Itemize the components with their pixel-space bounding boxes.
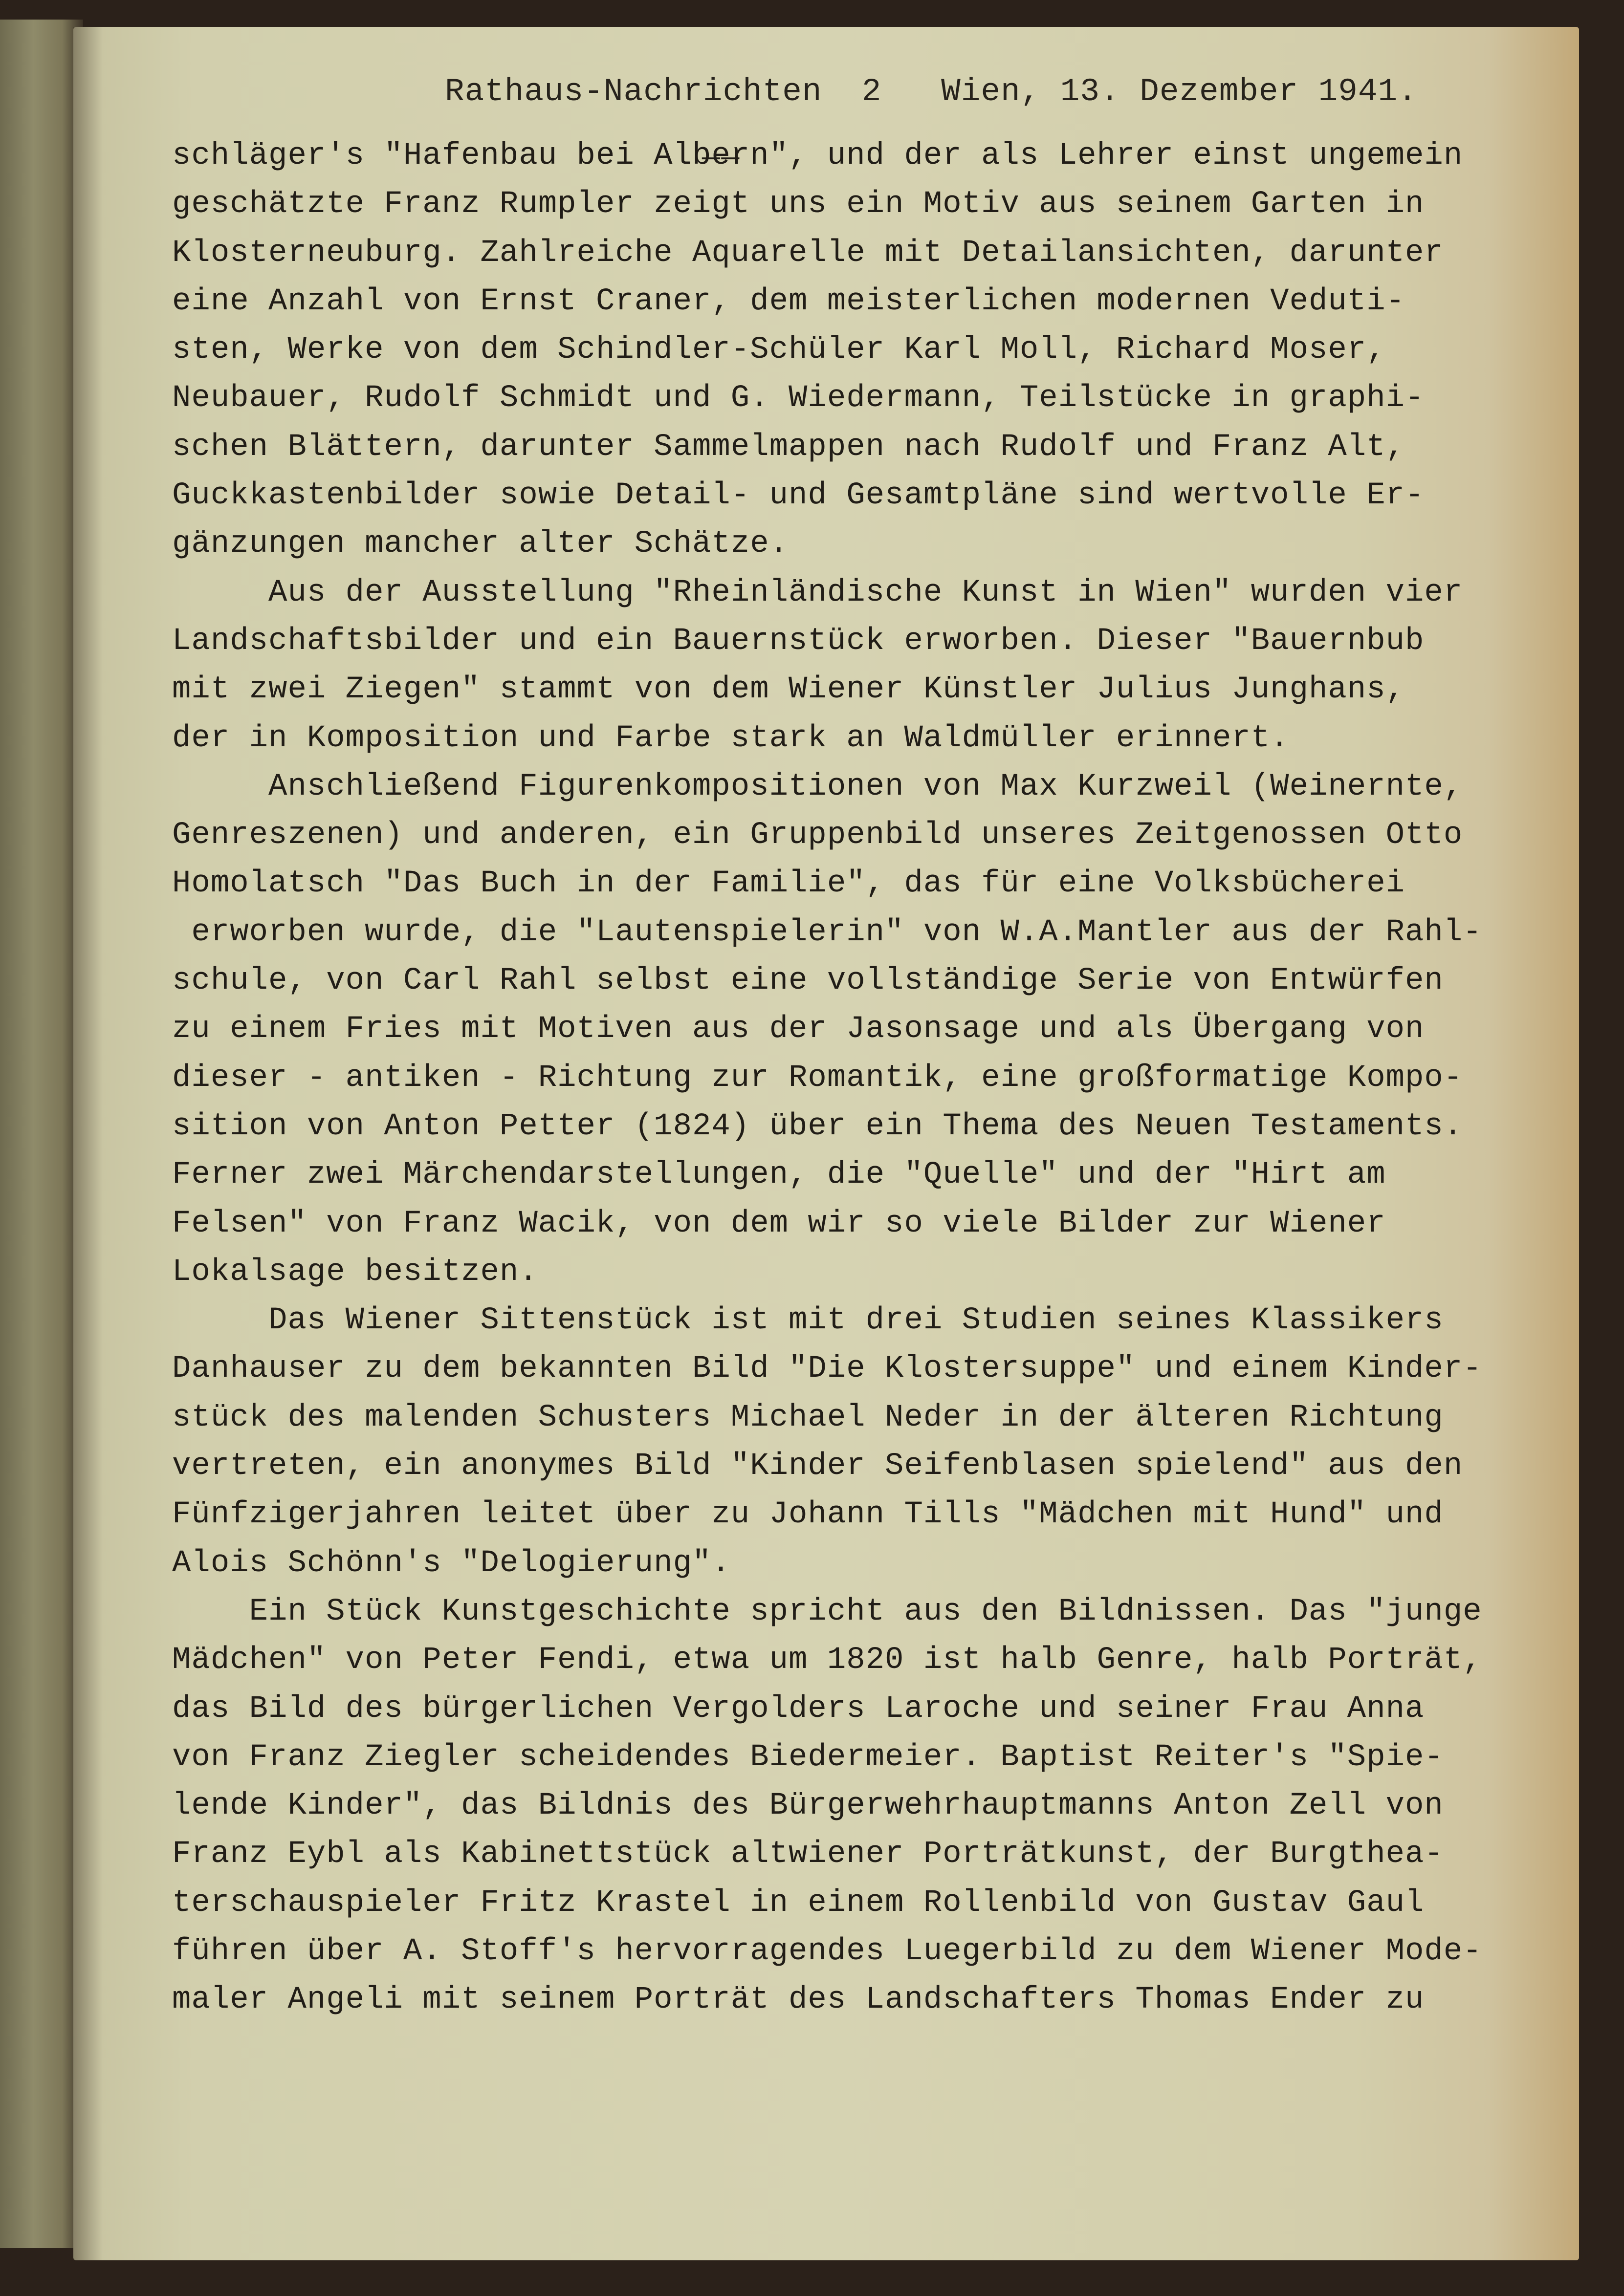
text-line: Fünfzigerjahren leitet über zu Johann Tills "Mädchen mit Hund" und: [172, 1497, 1444, 1533]
text-line: Neubauer, Rudolf Schmidt und G. Wiedermann, Teilstücke in graphi-: [172, 381, 1425, 416]
text-line: von Franz Ziegler scheidendes Biedermeier. Baptist Reiter's "Spie-: [172, 1739, 1444, 1775]
text-line: schläger's "Hafenbau bei Alb̶e̶rn", und der als Lehrer einst ungemein: [172, 138, 1463, 173]
text-line: Ferner zwei Märchendarstellungen, die "Quelle" und der "Hirt am: [172, 1157, 1386, 1193]
page-gutter-shadow: [73, 27, 103, 2260]
text-line: Aus der Ausstellung "Rheinländische Kunst in Wien" wurden vier: [172, 575, 1463, 610]
text-line: schen Blättern, darunter Sammelmappen nach Rudolf und Franz Alt,: [172, 429, 1405, 465]
text-line: Alois Schönn's "Delogierung".: [172, 1545, 731, 1581]
text-line: eine Anzahl von Ernst Craner, dem meisterlichen modernen Veduti-: [172, 283, 1405, 319]
text-line: Anschließend Figurenkompositionen von Max Kurzweil (Weinernte,: [172, 769, 1463, 804]
text-line: Klosterneuburg. Zahlreiche Aquarelle mit Detailansichten, darunter: [172, 235, 1444, 271]
text-line: der in Komposition und Farbe stark an Waldmüller erinnert.: [172, 720, 1290, 756]
text-line: zu einem Fries mit Motiven aus der Jasonsage und als Übergang von: [172, 1012, 1425, 1047]
binding-edge: [0, 20, 83, 2248]
text-line: terschauspieler Fritz Krastel in einem Rollenbild von Gustav Gaul: [172, 1885, 1425, 1921]
text-line: mit zwei Ziegen" stammt von dem Wiener Künstler Julius Junghans,: [172, 672, 1405, 708]
text-line: Mädchen" von Peter Fendi, etwa um 1820 ist halb Genre, halb Porträt,: [172, 1643, 1482, 1678]
text-line: sten, Werke von dem Schindler-Schüler Karl Moll, Richard Moser,: [172, 332, 1386, 368]
text-line: maler Angeli mit seinem Porträt des Landschafters Thomas Ender zu: [172, 1982, 1425, 2018]
text-line: vertreten, ein anonymes Bild "Kinder Seifenblasen spielend" aus den: [172, 1449, 1463, 1484]
text-line: Felsen" von Franz Wacik, von dem wir so viele Bilder zur Wiener: [172, 1206, 1386, 1241]
text-line: sition von Anton Petter (1824) über ein Thema des Neuen Testaments.: [172, 1108, 1463, 1144]
page-header: Rathaus-Nachrichten 2 Wien, 13. Dezember 1941.: [445, 73, 1418, 110]
text-line: Homolatsch "Das Buch in der Familie", das für eine Volksbücherei: [172, 866, 1405, 902]
text-line: Guckkastenbilder sowie Detail- und Gesamtpläne sind wertvolle Er-: [172, 478, 1425, 514]
text-line: erworben wurde, die "Lautenspielerin" von W.A.Mantler aus der Rahl-: [172, 914, 1482, 950]
text-line: führen über A. Stoff's hervorragendes Luegerbild zu dem Wiener Mode-: [172, 1933, 1482, 1969]
text-line: Lokalsage besitzen.: [172, 1254, 538, 1290]
text-line: Landschaftsbilder und ein Bauernstück erworben. Dieser "Bauernbub: [172, 623, 1425, 659]
text-line: Danhauser zu dem bekannten Bild "Die Klostersuppe" und einem Kinder-: [172, 1351, 1482, 1387]
text-line: Franz Eybl als Kabinettstück altwiener Porträtkunst, der Burgthea-: [172, 1837, 1444, 1872]
text-line: Das Wiener Sittenstück ist mit drei Studien seines Klassikers: [172, 1303, 1444, 1339]
text-line: Ein Stück Kunstgeschichte spricht aus den Bildnissen. Das "junge: [172, 1594, 1482, 1629]
text-line: lende Kinder", das Bildnis des Bürgerwehrhauptmanns Anton Zell von: [172, 1788, 1444, 1824]
text-line: dieser - antiken - Richtung zur Romantik, eine großformatige Kompo-: [172, 1060, 1463, 1096]
text-line: schule, von Carl Rahl selbst eine vollständige Serie von Entwürfen: [172, 963, 1444, 999]
text-line: gänzungen mancher alter Schätze.: [172, 526, 789, 562]
text-line: das Bild des bürgerlichen Vergolders Laroche und seiner Frau Anna: [172, 1691, 1425, 1727]
text-line: stück des malenden Schusters Michael Neder in der älteren Richtung: [172, 1400, 1444, 1435]
text-line: geschätzte Franz Rumpler zeigt uns ein Motiv aus seinem Garten in: [172, 187, 1425, 222]
text-line: Genreszenen) und anderen, ein Gruppenbild unseres Zeitgenossen Otto: [172, 818, 1463, 853]
body-text: [172, 132, 1541, 2025]
